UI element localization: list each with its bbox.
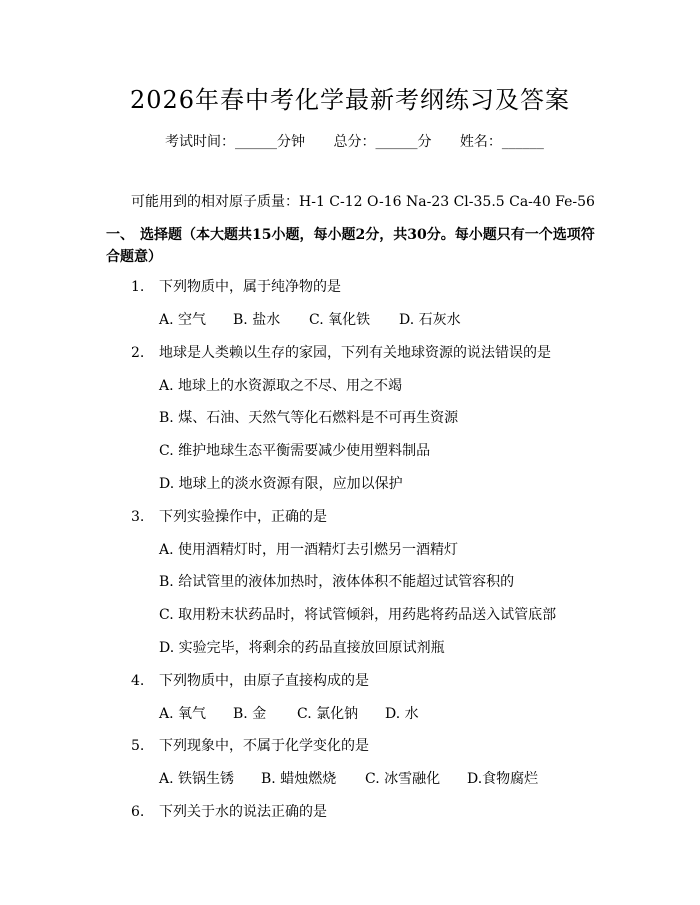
option-b: B. 盐水 bbox=[233, 312, 281, 328]
option-c: C. 冰雪融化 bbox=[365, 771, 441, 787]
question-stem: 下列物质中，由原子直接构成的是 bbox=[159, 673, 369, 689]
question-number: 3. bbox=[131, 509, 145, 525]
question-stem: 地球是人类赖以生存的家园，下列有关地球资源的说法错误的是 bbox=[159, 345, 551, 361]
option-a: A. 铁锅生锈 bbox=[159, 771, 235, 787]
question-5-options bbox=[159, 768, 538, 788]
question-3 bbox=[131, 506, 327, 526]
option-a: A. 使用酒精灯时，用一酒精灯去引燃另一酒精灯 bbox=[159, 542, 459, 558]
option-c: C. 维护地球生态平衡需要减少使用塑料制品 bbox=[159, 443, 431, 459]
option-d: D. 石灰水 bbox=[399, 312, 461, 328]
question-2 bbox=[131, 342, 551, 362]
question-number: 4. bbox=[131, 673, 145, 689]
option-a: A. 氧气 bbox=[159, 706, 207, 722]
option-d: D.食物腐烂 bbox=[467, 771, 539, 787]
exam-time-field: 考试时间：______分钟 bbox=[165, 134, 305, 150]
question-6 bbox=[131, 801, 327, 821]
option-a: A. 空气 bbox=[159, 312, 207, 328]
option-d: D. 水 bbox=[385, 706, 419, 722]
option-b: B. 煤、石油、天然气等化石燃料是不可再生资源 bbox=[159, 410, 459, 426]
option-b: B. 给试管里的液体加热时，液体体积不能超过试管容积的 bbox=[159, 574, 515, 590]
option-b: B. 蜡烛燃烧 bbox=[261, 771, 337, 787]
question-number: 6. bbox=[131, 804, 145, 820]
atomic-mass-note: 可能用到的相对原子质量：H-1 C-12 O-16 Na-23 Cl-35.5 Ca-40 Fe-56 bbox=[131, 194, 595, 210]
question-5 bbox=[131, 735, 369, 755]
question-number: 1. bbox=[131, 279, 145, 295]
option-c: C. 取用粉末状药品时，将试管倾斜，用药匙将药品送入试管底部 bbox=[159, 607, 557, 623]
exam-meta bbox=[165, 131, 544, 151]
question-1 bbox=[131, 276, 341, 296]
total-score-field: 总分：______分 bbox=[333, 134, 432, 150]
option-b: B. 金 bbox=[233, 706, 267, 722]
option-a: A. 地球上的水资源取之不尽、用之不竭 bbox=[159, 378, 403, 394]
option-c: C. 氯化钠 bbox=[297, 706, 359, 722]
option-c: C. 氧化铁 bbox=[309, 312, 371, 328]
question-4-options bbox=[159, 703, 419, 723]
question-1-options bbox=[159, 309, 461, 329]
page-title: 2026年春中考化学最新考纲练习及答案 bbox=[129, 86, 571, 114]
section-title: 选择题（本大题共15小题，每小题2分，共30分。每小题只有一个选项符合题意） bbox=[106, 227, 595, 265]
option-d: D. 地球上的淡水资源有限，应加以保护 bbox=[159, 476, 403, 492]
question-number: 2. bbox=[131, 345, 145, 361]
question-stem: 下列现象中，不属于化学变化的是 bbox=[159, 738, 369, 754]
question-4 bbox=[131, 670, 369, 690]
option-d: D. 实验完毕，将剩余的药品直接放回原试剂瓶 bbox=[159, 640, 445, 656]
section-heading bbox=[106, 224, 606, 268]
question-stem: 下列关于水的说法正确的是 bbox=[159, 804, 327, 820]
question-number: 5. bbox=[131, 738, 145, 754]
section-number: 一、 bbox=[106, 227, 134, 243]
question-stem: 下列实验操作中，正确的是 bbox=[159, 509, 327, 525]
name-field: 姓名：______ bbox=[459, 134, 544, 150]
question-stem: 下列物质中，属于纯净物的是 bbox=[159, 279, 341, 295]
